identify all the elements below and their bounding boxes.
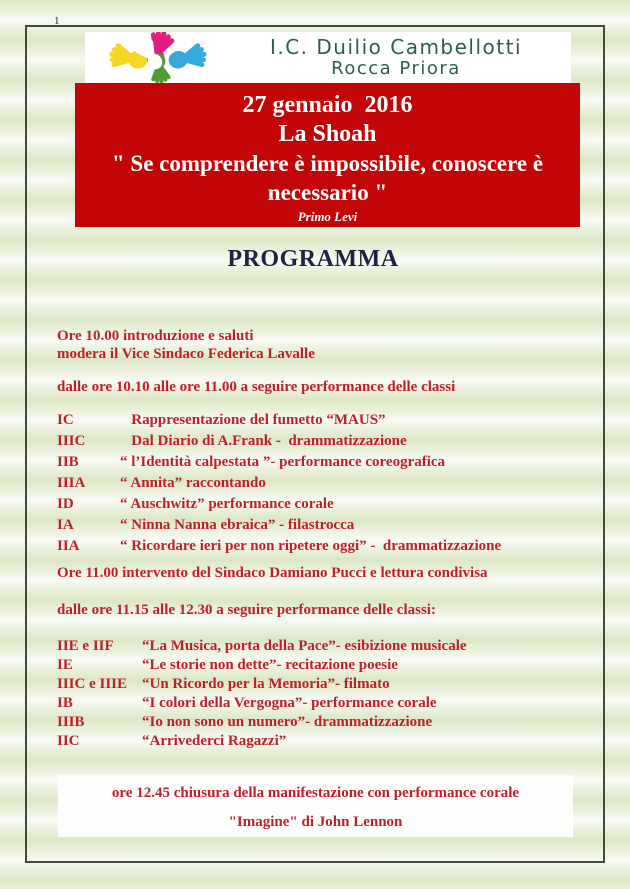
class-performance: “ l’Identità calpestata ”- performance coreografica [120, 454, 446, 470]
class-row [57, 638, 467, 657]
class-row [57, 676, 467, 695]
school-name-line1: I.C. Duilio Cambellotti [269, 34, 523, 59]
class-code: IC [57, 412, 74, 428]
class-performance: “ Auschwitz” performance corale [120, 496, 334, 512]
closing-box [58, 775, 573, 837]
event-date: 27 gennaio 2016 [242, 92, 413, 118]
class-row [57, 496, 501, 517]
class-performance: “ Annita” raccontando [120, 475, 266, 491]
closing-line-1: ore 12.45 chiusura della manifestazione con performance corale [111, 785, 520, 801]
quote-author: Primo Levi [297, 209, 358, 224]
class-performance: “Le storie non dette”- recitazione poesie [142, 657, 398, 673]
class-performance: “ Ricordare ieri per non ripetere oggi” - drammatizzazione [120, 538, 502, 554]
class-code: IIIC [57, 433, 86, 449]
page-number: 1 [54, 15, 60, 27]
class-row [57, 454, 501, 475]
class-performance: “Arrivederci Ragazzi” [142, 733, 287, 749]
class-row [57, 657, 467, 676]
class-code: ID [57, 496, 74, 512]
school-name [221, 34, 571, 79]
class-performance: Rappresentazione del fumetto “MAUS” [120, 412, 386, 428]
class-row [57, 538, 501, 559]
session2-heading: dalle ore 11.15 alle 12.30 a seguire performance delle classi: [57, 602, 436, 618]
closing-line-2: "Imagine" di John Lennon [228, 814, 403, 830]
class-row [57, 695, 467, 714]
intro-line-1: Ore 10.00 introduzione e saluti [57, 328, 254, 344]
class-code: IIIC e IIIE [57, 676, 128, 692]
class-row [57, 433, 501, 454]
class-row [57, 517, 501, 538]
intro-block [57, 328, 315, 363]
class-performance: Dal Diario di A.Frank - drammatizzazione [120, 433, 407, 449]
event-banner [75, 83, 580, 227]
class-row [57, 412, 501, 433]
class-code: IIE e IIF [57, 638, 114, 654]
intro-line-2: modera il Vice Sindaco Federica Lavalle [57, 345, 315, 362]
class-code: IB [57, 695, 73, 711]
school-name-line2: Rocca Priora [331, 57, 461, 79]
session2-list [57, 638, 467, 752]
class-performance: “I colori della Vergogna”- performance corale [142, 695, 437, 711]
class-performance: “ Ninna Nanna ebraica” - filastrocca [120, 517, 355, 533]
class-code: IE [57, 657, 73, 673]
session1-heading: dalle ore 10.10 alle ore 11.00 a seguire performance delle classi [57, 379, 456, 395]
event-title: La Shoah [278, 121, 377, 147]
class-performance: “Un Ricordo per la Memoria”- filmato [142, 676, 390, 692]
mayor-speech-line: Ore 11.00 intervento del Sindaco Damiano Pucci e lettura condivisa [57, 565, 488, 581]
class-code: IA [57, 517, 74, 533]
class-row [57, 733, 467, 752]
class-code: IIC [57, 733, 80, 749]
class-row [57, 475, 501, 496]
event-quote: " Se comprendere è impossibile, conoscere è necessario " [111, 151, 544, 205]
class-code: IIA [57, 538, 80, 554]
class-row [57, 714, 467, 733]
class-code: IIIB [57, 714, 85, 730]
program-title: PROGRAMMA [227, 246, 399, 272]
class-performance: “La Musica, porta della Pace”- esibizione musicale [142, 638, 467, 654]
class-code: IIB [57, 454, 79, 470]
school-logo-band [85, 32, 571, 83]
class-code: IIIA [57, 475, 86, 491]
class-performance: “Io non sono un numero”- drammatizzazione [142, 714, 433, 730]
session1-list [57, 412, 501, 559]
hands-logo-icon [91, 32, 221, 84]
